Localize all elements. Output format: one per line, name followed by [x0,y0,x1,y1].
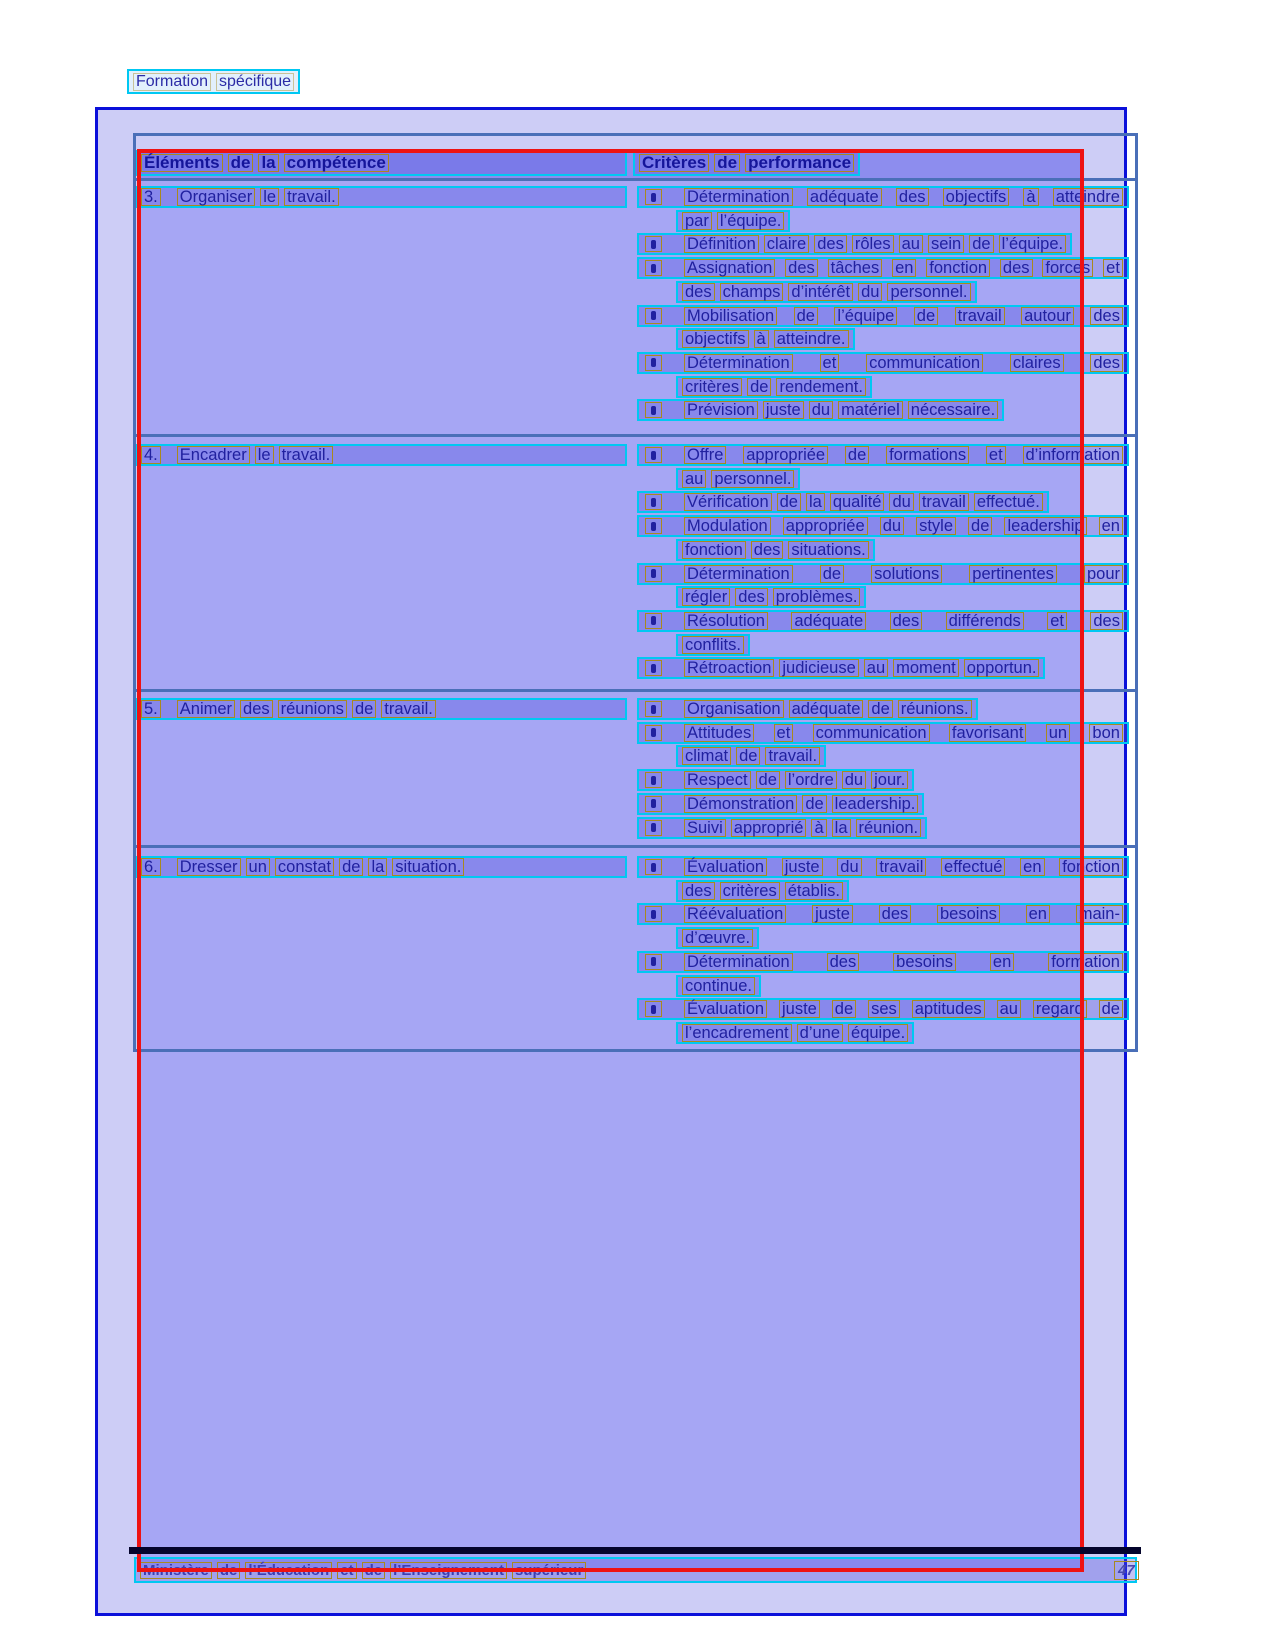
criteria-line-text [684,401,998,419]
criteria-line-text [682,330,849,348]
ocr-word: Détermination [684,565,793,583]
ocr-line [637,998,1129,1020]
ocr-word: solutions [871,565,942,583]
ocr-word: communication [866,354,983,372]
ocr-word: des [827,953,860,971]
ocr-word: objectifs [943,188,1010,206]
ocr-word: en [892,259,916,277]
ocr-word: l’encadrement [682,1024,792,1042]
ocr-word: appropriée [743,446,828,464]
ocr-line [676,539,875,561]
ocr-word: adéquate [791,612,866,630]
ocr-word: situation. [392,858,464,876]
ocr-line [676,586,866,608]
ocr-word: objectifs [682,330,749,348]
ocr-word: Détermination [684,953,793,971]
bullet-icon [645,189,662,205]
ocr-line [676,880,849,902]
ocr-word: au [899,235,923,253]
bullet-icon [645,859,662,875]
ocr-word: Encadrer [177,446,250,464]
page-number: 47 [1114,1561,1139,1580]
ocr-word: de [228,154,254,172]
ocr-word: Résolution [684,612,768,630]
ocr-word: Détermination [684,354,793,372]
ocr-word: le [260,188,279,206]
ocr-word: bon [1089,724,1123,742]
ocr-word: besoins [937,905,1000,923]
ocr-word: effectué [941,858,1005,876]
criteria-line-text [684,771,908,789]
bullet-icon [645,796,662,812]
criteria-line-text [684,446,1123,464]
ocr-word: à [811,819,826,837]
ocr-word: champs [720,283,784,301]
ocr-word: du [837,858,861,876]
ocr-word: climat [682,747,731,765]
ocr-word: des [735,588,768,606]
footer [134,1557,1137,1583]
ocr-line [637,903,1129,925]
ocr-line [676,281,977,303]
ocr-word: et [337,1562,356,1579]
ocr-word: formations [886,446,969,464]
ocr-word: formation [1048,953,1123,971]
ocr-word: du [809,401,833,419]
ocr-word: de [968,517,992,535]
ocr-word: de [352,700,376,718]
element-cell [135,856,627,878]
ocr-word: des [682,283,715,301]
ocr-word: du [889,493,913,511]
ocr-word: en [1026,905,1050,923]
ocr-line [637,657,1045,679]
ocr-word: à [1023,188,1038,206]
ocr-word: des [1090,307,1123,325]
bullet-icon [645,308,662,324]
criteria-line-text [684,188,1123,206]
bullet-icon [645,402,662,418]
criteria-line-text [684,905,1123,923]
ocr-word: Ministère [140,1562,212,1579]
ocr-word: critères [682,378,742,396]
criteria-line-text [682,882,843,900]
bullet-icon [645,1001,662,1017]
ocr-word: Critères [639,154,709,172]
ocr-word: Définition [684,235,759,253]
ocr-word: juste [763,401,804,419]
ocr-word: Dresser [177,858,241,876]
ocr-word: supérieur [512,1562,586,1579]
ocr-line [637,186,1129,208]
element-text [177,188,339,206]
criteria-line-text [682,1024,908,1042]
ocr-word: des [1090,612,1123,630]
criteria-line-text [682,470,794,488]
ocr-word: forces [1042,259,1093,277]
ocr-line [637,444,1129,466]
ocr-line [637,769,914,791]
ocr-word: Détermination [684,188,793,206]
ocr-word: sein [928,235,964,253]
ocr-word: Respect [684,771,751,789]
ocr-word: au [997,1000,1021,1018]
ocr-word: réunion. [856,819,922,837]
ocr-word: claire [764,235,809,253]
criteria-line-text [682,541,869,559]
ocr-word: des [240,700,273,718]
criteria-line-text [682,929,753,947]
ocr-word: Suivi [684,819,726,837]
ocr-word: du [858,283,882,301]
ocr-word: performance [745,154,854,172]
ocr-word: de [914,307,938,325]
ocr-word: Évaluation [684,858,767,876]
ocr-word: équipe. [848,1024,908,1042]
ocr-word: compétence [284,154,389,172]
bullet-icon [645,613,662,629]
ocr-word: et [986,446,1006,464]
ocr-word: spécifique [216,73,294,91]
criteria-line-text [684,354,1123,372]
ocr-word: d’information [1023,446,1123,464]
ocr-line [676,376,872,398]
ocr-word: travail [955,307,1005,325]
ocr-word: style [916,517,956,535]
row-number: 3. [141,188,161,206]
ocr-word: de [339,858,363,876]
ocr-word: Prévision [684,401,758,419]
ocr-word: Réévaluation [684,905,786,923]
ocr-word: besoins [893,953,956,971]
ocr-word: de [777,493,801,511]
criteria-line-text [684,1000,1123,1018]
criteria-line-text [682,747,820,765]
criteria-line-text [684,858,1123,876]
criteria-line-text [684,235,1066,253]
ocr-word: effectué. [974,493,1043,511]
ocr-word: autour [1021,307,1074,325]
ocr-word: l’équipe. [999,235,1066,253]
ocr-word: de [832,1000,856,1018]
ocr-line [637,951,1129,973]
element-cell [135,186,627,208]
ocr-line [676,634,750,656]
ocr-word: Vérification [684,493,772,511]
ocr-word: pour [1084,565,1123,583]
criteria-line-text [682,588,860,606]
ocr-word: rôles [852,235,894,253]
table-header-right [633,150,860,176]
ocr-line [637,563,1129,585]
ocr-word: jour. [871,771,908,789]
ocr-word: main- [1076,905,1123,923]
ocr-word: critères [720,882,780,900]
ocr-line [637,352,1129,374]
ocr-line [637,817,927,839]
element-text [177,858,465,876]
ocr-word: un [1046,724,1070,742]
criteria-line-text [684,724,1123,742]
element-cell [135,698,627,720]
ocr-word: l’équipe. [717,212,784,230]
ocr-word: la [806,493,825,511]
ocr-line [676,1022,914,1044]
ocr-word: réunions. [898,700,972,718]
row-number: 6. [141,858,161,876]
ocr-word: des [896,188,929,206]
ocr-word: de [747,378,771,396]
ocr-word: différends [946,612,1024,630]
criteria-line-text [682,636,744,654]
criteria-line-text [684,700,972,718]
row-number: 4. [141,446,161,464]
ocr-word: Formation [133,73,211,91]
row-number: 5. [141,700,161,718]
ocr-word: approprié [731,819,807,837]
ocr-word: d’intérêt [788,283,853,301]
ocr-word: communication [813,724,930,742]
ocr-word: Éléments [141,154,223,172]
element-text [177,446,333,464]
ocr-word: travail. [279,446,334,464]
criteria-line-text [682,283,971,301]
ocr-word: ses [868,1000,900,1018]
ocr-word: de [794,307,818,325]
footer-text [140,1562,586,1579]
ocr-word: Rétroaction [684,659,774,677]
ocr-word: personnel. [711,470,794,488]
footer-rule [129,1547,1141,1554]
criteria-line-text [684,953,1123,971]
ocr-word: des [682,882,715,900]
ocr-word: favorisant [949,724,1027,742]
bullet-icon [645,494,662,510]
ocr-word: des [890,612,923,630]
ocr-word: le [255,446,274,464]
criteria-line-text [684,795,918,813]
criteria-line-text [684,659,1039,677]
bullet-icon [645,772,662,788]
ocr-line [637,722,1129,744]
ocr-line [637,856,1129,878]
bullet-icon [645,236,662,252]
ocr-line [676,328,855,350]
ocr-word: juste [782,858,823,876]
ocr-word: continue. [682,977,755,995]
ocr-word: juste [812,905,853,923]
element-cell [135,444,627,466]
criteria-line-text [682,378,866,396]
ocr-word: personnel. [887,283,970,301]
ocr-line [637,698,978,720]
ocr-word: l’Éducation [245,1562,332,1579]
ocr-word: atteindre [1053,188,1123,206]
ocr-word: aptitudes [912,1000,985,1018]
ocr-word: matériel [838,401,903,419]
ocr-word: et [774,724,794,742]
ocr-line [676,975,761,997]
ocr-word: Évaluation [684,1000,767,1018]
ocr-word: Offre [684,446,726,464]
ocr-word: fonction [1059,858,1123,876]
ocr-word: rendement. [776,378,865,396]
bullet-icon [645,660,662,676]
ocr-word: travail [919,493,969,511]
ocr-line [637,793,924,815]
ocr-word: atteindre. [774,330,849,348]
ocr-line [637,491,1049,513]
ocr-word: pertinentes [969,565,1057,583]
bullet-icon [645,906,662,922]
ocr-word: adéquate [789,700,864,718]
ocr-word: en [1020,858,1044,876]
ocr-word: de [802,795,826,813]
ocr-word: regard [1033,1000,1087,1018]
ocr-word: travail. [381,700,436,718]
ocr-word: régler [682,588,730,606]
ocr-word: fonction [926,259,990,277]
ocr-word: travail [876,858,926,876]
ocr-word: Animer [177,700,235,718]
ocr-word: problèmes. [773,588,861,606]
ocr-word: de [969,235,993,253]
ocr-word: leadership [1004,517,1086,535]
ocr-word: Organisation [684,700,784,718]
ocr-word: Modulation [684,517,771,535]
bullet-icon [645,701,662,717]
ocr-word: la [832,819,851,837]
criteria-line-text [682,212,784,230]
ocr-word: Organiser [177,188,255,206]
ocr-word: et [820,354,840,372]
ocr-word: travail. [765,747,820,765]
table-header-left [135,150,627,176]
ocr-word: la [258,154,278,172]
ocr-line [676,210,790,232]
bullet-icon [645,954,662,970]
ocr-word: appropriée [783,517,868,535]
ocr-word: adéquate [807,188,882,206]
ocr-word: juste [779,1000,820,1018]
ocr-word: un [246,858,270,876]
bullet-icon [645,820,662,836]
ocr-word: moment [893,659,959,677]
ocr-word: des [751,541,784,559]
ocr-line [676,927,759,949]
bullet-icon [645,725,662,741]
ocr-word: au [682,470,706,488]
bullet-icon [645,260,662,276]
ocr-word: de [714,154,740,172]
ocr-word: opportun. [964,659,1040,677]
bullet-icon [645,518,662,534]
ocr-word: à [754,330,769,348]
criteria-line-text [684,307,1123,325]
ocr-word: en [990,953,1014,971]
ocr-word: du [880,517,904,535]
ocr-word: judicieuse [779,659,858,677]
ocr-word: d’œuvre. [682,929,753,947]
criteria-line-text [684,493,1043,511]
ocr-word: constat [275,858,334,876]
ocr-word: l’équipe [834,307,897,325]
ocr-word: de [1099,1000,1123,1018]
ocr-word: de [362,1562,386,1579]
ocr-line [637,305,1129,327]
ocr-word: l’ordre [785,771,837,789]
ocr-line [676,745,826,767]
ocr-word: établis. [785,882,843,900]
criteria-line-text [684,612,1123,630]
ocr-word: de [845,446,869,464]
criteria-line-text [684,517,1123,535]
ocr-word: du [842,771,866,789]
ocr-word: situations. [788,541,868,559]
bullet-icon [645,355,662,371]
ocr-word: des [1000,259,1033,277]
criteria-line-text [684,819,921,837]
ocr-word: l’Enseignement [390,1562,507,1579]
ocr-word: et [1047,612,1067,630]
ocr-line [676,468,800,490]
bullet-icon [645,447,662,463]
ocr-word: au [864,659,888,677]
ocr-word: des [879,905,912,923]
ocr-line [637,399,1004,421]
ocr-word: de [820,565,844,583]
ocr-word: leadership. [832,795,919,813]
ocr-line [637,233,1072,255]
ocr-word: fonction [682,541,746,559]
ocr-word: nécessaire. [908,401,998,419]
element-text [177,700,436,718]
ocr-word: de [868,700,892,718]
ocr-word: de [756,771,780,789]
criteria-line-text [684,259,1123,277]
ocr-word: Attitudes [684,724,754,742]
ocr-word: claires [1010,354,1064,372]
ocr-word: tâches [828,259,883,277]
ocr-line [637,610,1129,632]
ocr-word: des [1090,354,1123,372]
ocr-word: en [1099,517,1123,535]
ocr-word: de [217,1562,241,1579]
ocr-word: d’une [797,1024,843,1042]
ocr-word: par [682,212,712,230]
ocr-line [637,515,1129,537]
ocr-word: des [785,259,818,277]
ocr-word: Démonstration [684,795,797,813]
ocr-word: Assignation [684,259,775,277]
ocr-line [637,257,1129,279]
ocr-word: de [736,747,760,765]
ocr-word: réunions [278,700,347,718]
ocr-word: travail. [284,188,339,206]
bullet-icon [645,566,662,582]
ocr-word: Mobilisation [684,307,777,325]
ocr-word: et [1103,259,1123,277]
ocr-word: qualité [830,493,885,511]
ocr-word: la [368,858,387,876]
criteria-line-text [684,565,1123,583]
ocr-word: conflits. [682,636,744,654]
ocr-word: des [814,235,847,253]
criteria-line-text [682,977,755,995]
